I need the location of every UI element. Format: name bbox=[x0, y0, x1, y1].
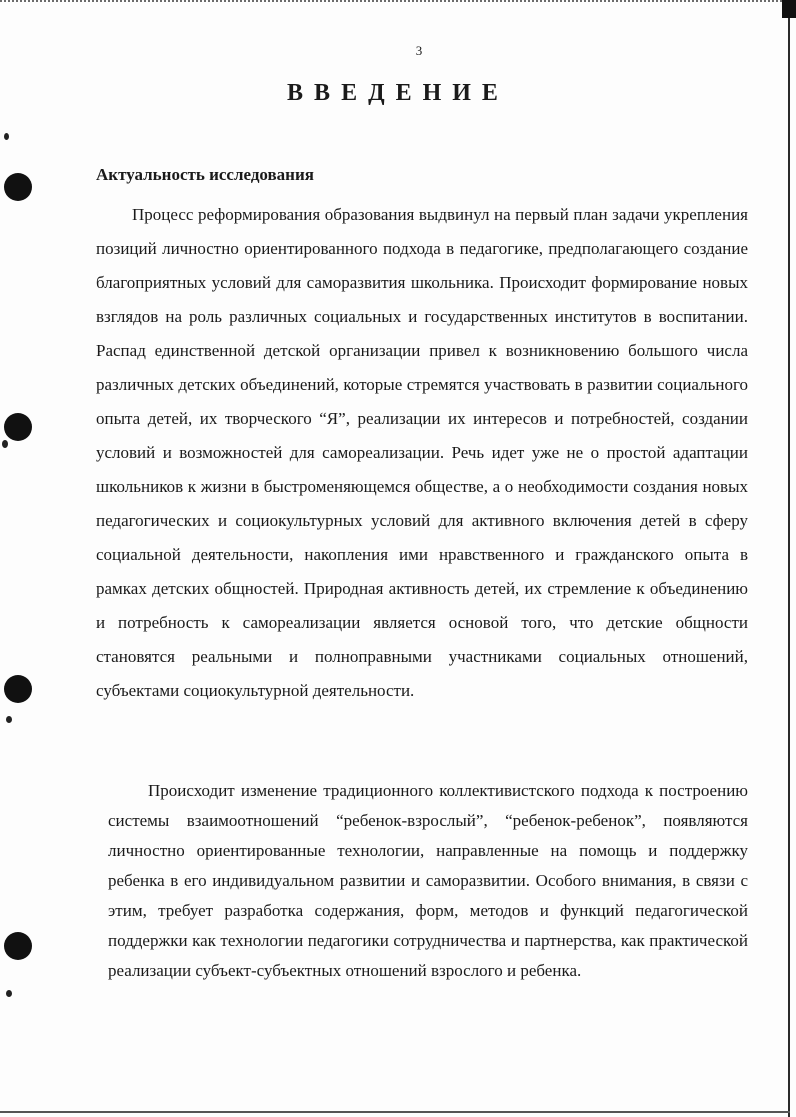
scan-speck bbox=[2, 440, 8, 448]
punch-hole bbox=[4, 173, 32, 201]
punch-hole bbox=[4, 932, 32, 960]
paragraph-2: Происходит изменение традиционного коллективистского подхода к построению системы взаимоотношений “ребенок-взрослый”, “ребенок-ребенок”, появляются личностно ориентированные технологии, направленные на помощь и поддержку ребенка в его индивидуальном развитии и саморазвитии. Особого внимания, в связи с этим, требует разработка содержания, форм, методов и функций педагогической поддержки как технологии педагогики сотрудничества и партнерства, как практической реализации субъект-субъектных отношений взрослого и ребенка. bbox=[108, 781, 748, 980]
punch-hole bbox=[4, 675, 32, 703]
page-title: ВВЕДЕНИЕ bbox=[287, 80, 509, 106]
scan-speck bbox=[4, 133, 9, 140]
section-heading: Актуальность исследования bbox=[96, 165, 314, 184]
scan-speck bbox=[6, 990, 12, 997]
page-number: 3 bbox=[415, 43, 423, 58]
scan-speck bbox=[6, 716, 12, 723]
scan-bottom-edge bbox=[0, 1111, 790, 1113]
paragraph-1: Процесс реформирования образования выдвинул на первый план задачи укрепления позиций личностно ориентированного подхода в педагогике, предполагающего создание благоприятных условий для саморазвития школьника. Происходит формирование новых взглядов на роль различных социальных и государственных институтов в воспитании. Распад единственной детской организации привел к возникновению большого числа различных детских объединений, которые стремятся участвовать в развитии социального опыта детей, их творческого “Я”, реализации их интересов и потребностей, создании условий и возможностей для самореализации. Речь идет уже не о простой адаптации школьников к жизни в быстроменяющемся обществе, а о необходимости создания новых педагогических и социокультурных условий для активного включения детей в сферу социальной деятельности, накопления ими нравственного и гражданского опыта в рамках детских общностей. Природная активность детей, их стремление к объединению и потребность к самореализации является основой того, что детские общности становятся реальными и полноправными участниками социальных отношений, субъектами социокультурной деятельности. bbox=[96, 205, 748, 700]
punch-hole bbox=[4, 413, 32, 441]
scan-right-edge bbox=[788, 0, 790, 1117]
scan-corner-mark bbox=[782, 0, 796, 18]
scan-top-edge bbox=[0, 0, 790, 6]
